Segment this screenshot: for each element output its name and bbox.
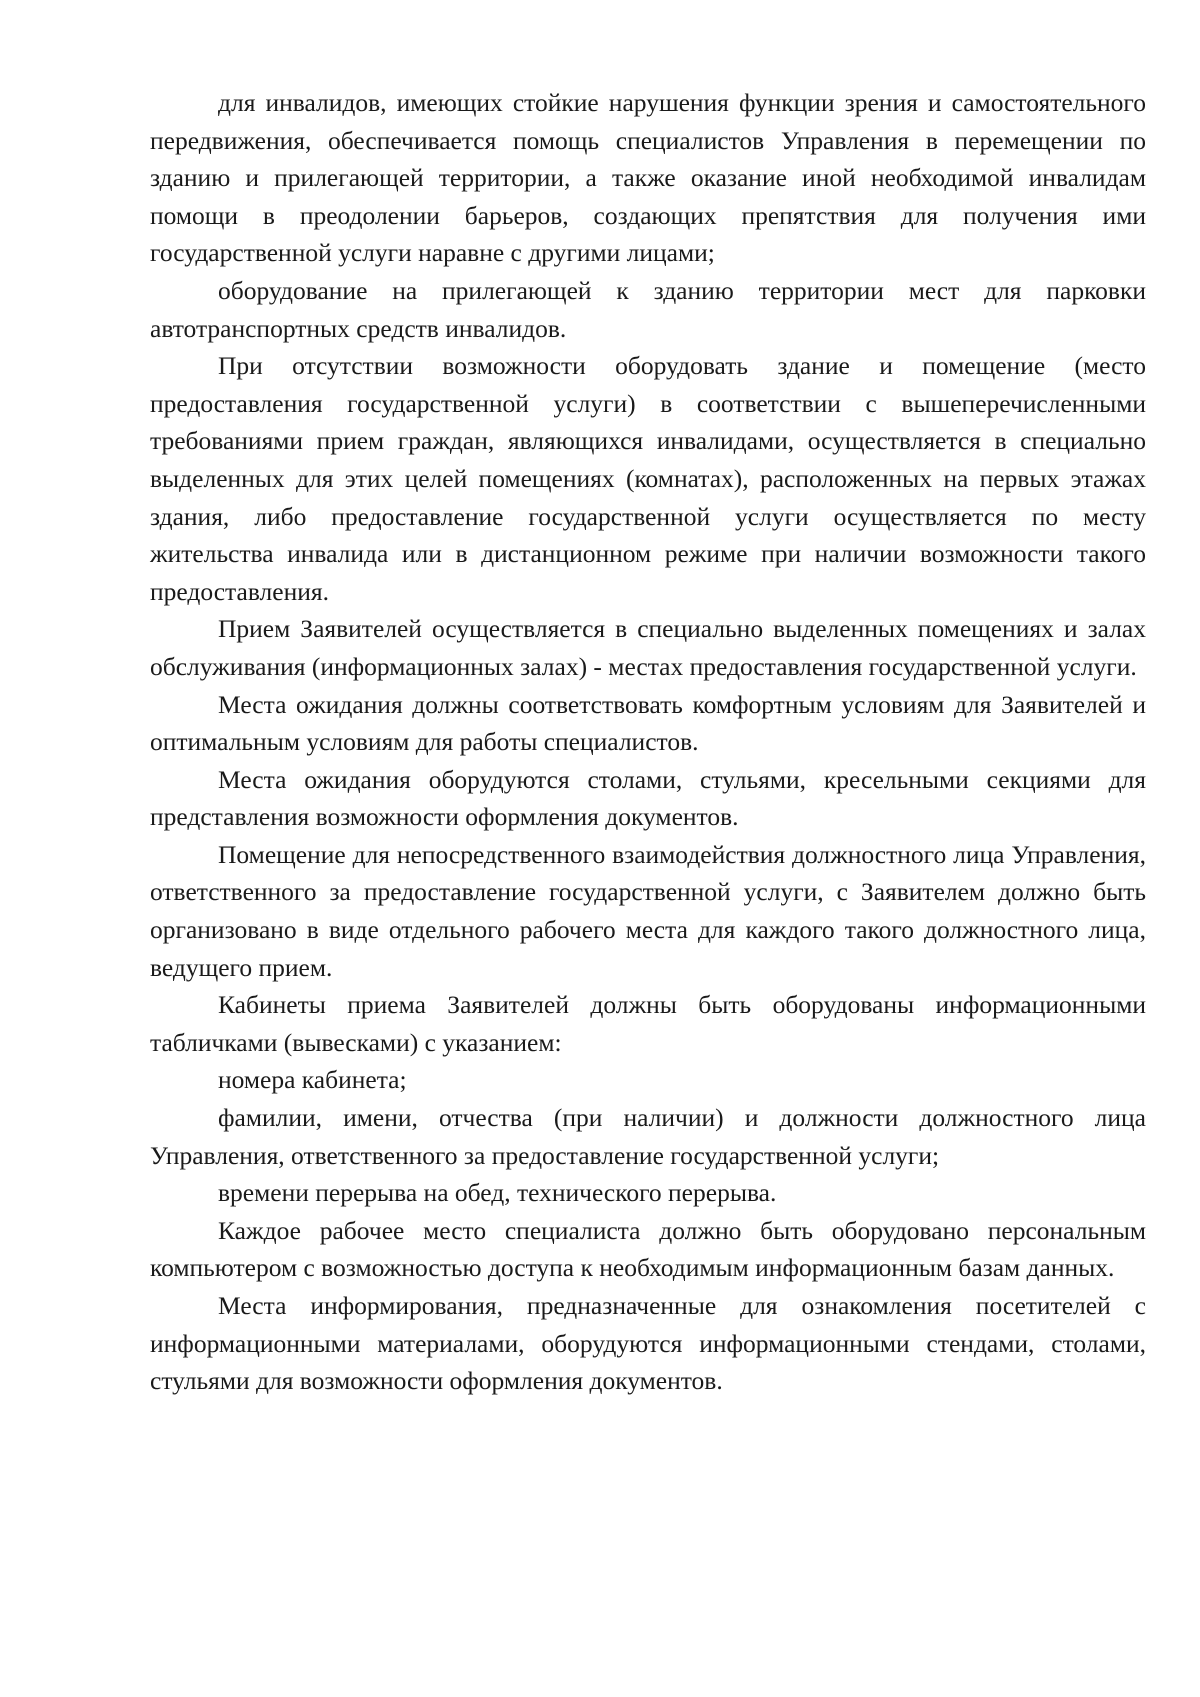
paragraph-cabinet-signs: Кабинеты приема Заявителей должны быть оборудованы информационными табличками (вывесками) с указанием: xyxy=(150,990,1146,1057)
paragraph-reception-halls: Прием Заявителей осуществляется в специально выделенных помещениях и залах обслуживания (информационных залах) - местах предоставления государственной услуги. xyxy=(150,614,1146,681)
list-item-break-time: времени перерыва на обед, технического перерыва. xyxy=(218,1178,777,1208)
paragraph-disabled-assistance: для инвалидов, имеющих стойкие нарушения функции зрения и самостоятельного передвижения, обеспечивается помощь специалистов Управления в перемещении по зданию и прилегающей территории, а также оказание иной необходимой инвалидам помощи в преодолении барьеров, создающих препятствия для получения ими государственной услуги наравне с другими лицами; xyxy=(150,88,1146,268)
list-item-official-name: фамилии, имени, отчества (при наличии) и должности должностного лица Управления, ответственного за предоставление государственной услуги; xyxy=(150,1103,1146,1170)
paragraph-information-places: Места информирования, предназначенные для ознакомления посетителей с информационными материалами, оборудуются информационными стендами, столами, стульями для возможности оформления документов. xyxy=(150,1291,1146,1396)
paragraph-workstation: Каждое рабочее место специалиста должно быть оборудовано персональным компьютером с возможностью доступа к необходимым информационным базам данных. xyxy=(150,1215,1146,1283)
paragraph-parking: оборудование на прилегающей к зданию территории мест для парковки автотранспортных средств инвалидов. xyxy=(150,275,1146,343)
paragraph-waiting-equipment: Места ожидания оборудуются столами, стульями, кресельными секциями для представления возможности оформления документов. xyxy=(150,764,1146,832)
document-body xyxy=(150,84,1146,1400)
paragraph-alternative-reception: При отсутствии возможности оборудовать здание и помещение (место предоставления государственной услуги) в соответствии с вышеперечисленными требованиями прием граждан, являющихся инвалидами, осуществляется в специально выделенных для этих целей помещениях (комнатах), расположенных на первых этажах здания, либо предоставление государственной услуги осуществляется по месту жительства инвалида или в дистанционном режиме при наличии возможности такого предоставления. xyxy=(150,351,1146,606)
paragraph-interaction-room: Помещение для непосредственного взаимодействия должностного лица Управления, ответственного за предоставление государственной услуги, с Заявителем должно быть организовано в виде отдельного рабочего места для каждого такого должностного лица, ведущего прием. xyxy=(150,839,1146,982)
paragraph-waiting-conditions: Места ожидания должны соответствовать комфортным условиям для Заявителей и оптимальным условиям для работы специалистов. xyxy=(150,689,1146,757)
list-item-cabinet-number: номера кабинета; xyxy=(218,1065,407,1095)
